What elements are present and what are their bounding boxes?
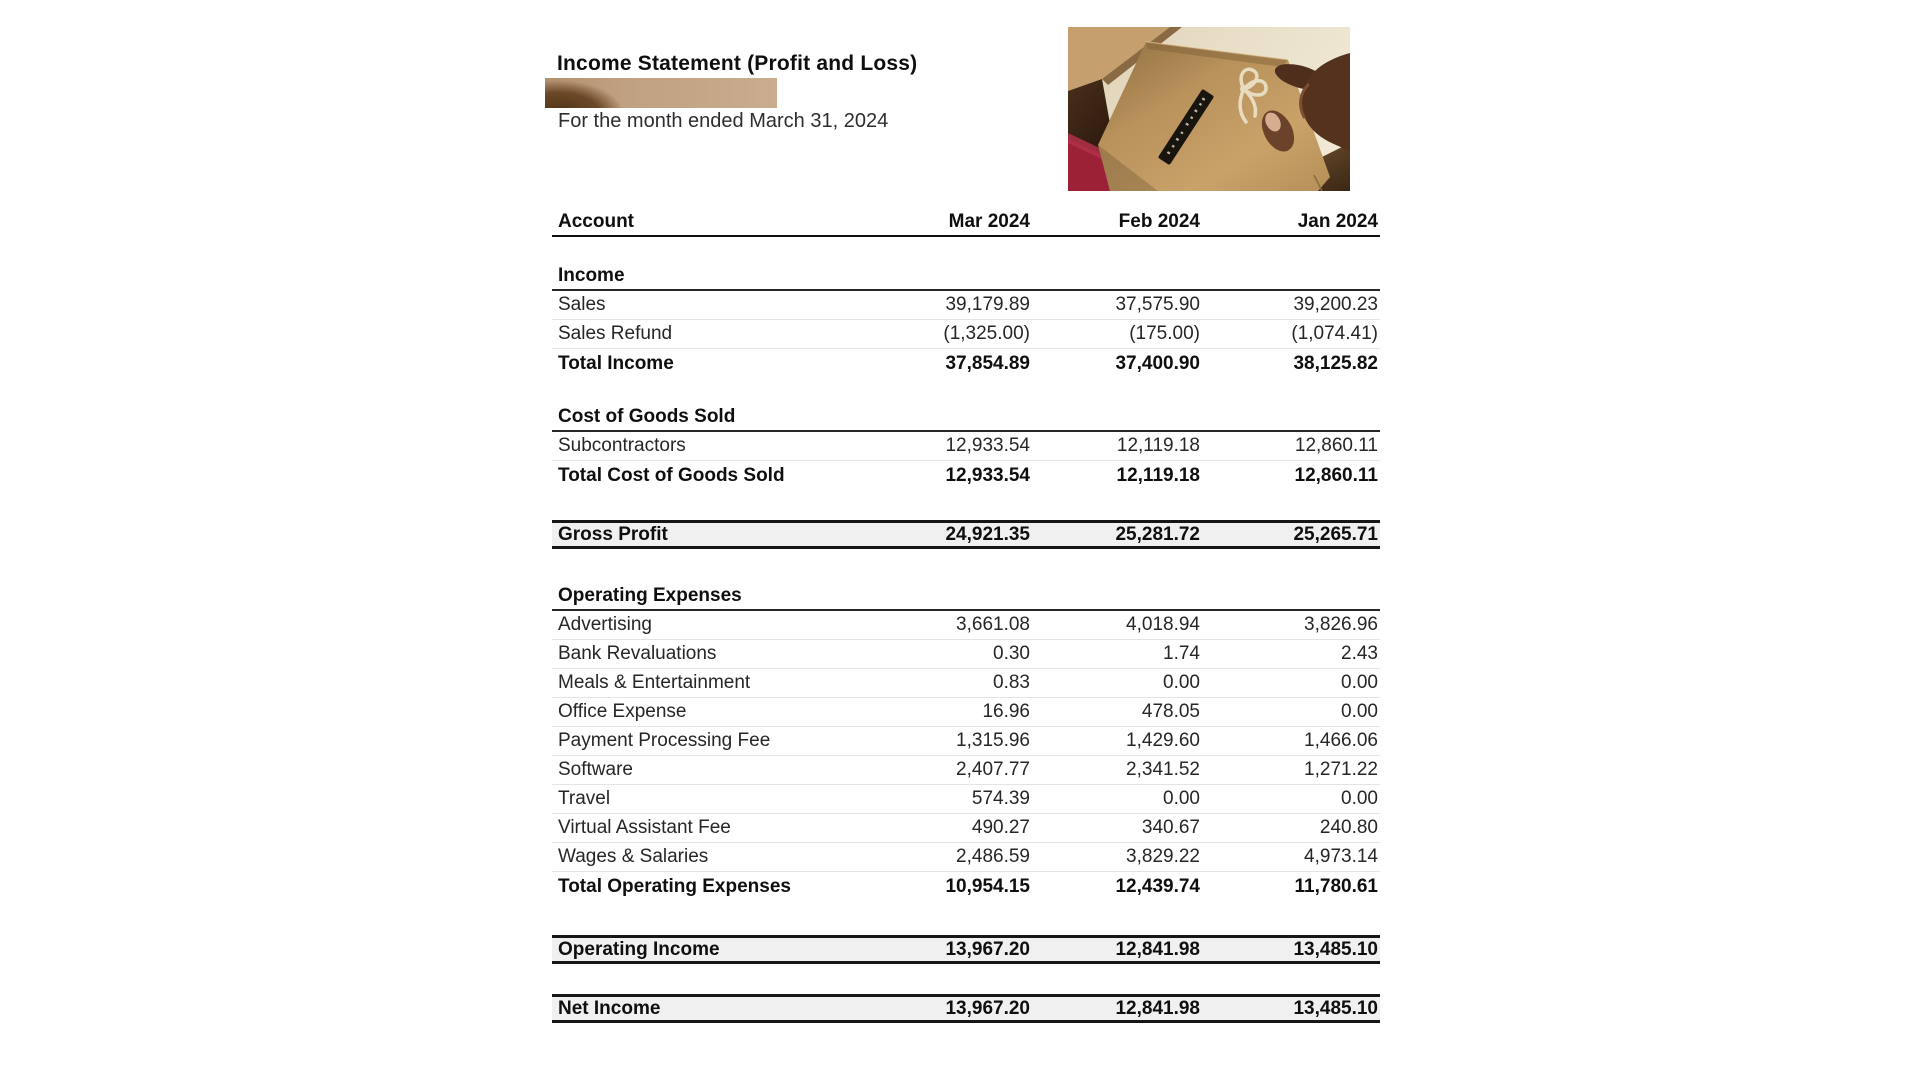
row-value: 24,921.35: [945, 523, 1030, 545]
row-value: 39,200.23: [1293, 294, 1378, 315]
data-row: [552, 785, 1380, 814]
row-value: 12,841.98: [1115, 938, 1200, 960]
total-row: [552, 349, 1380, 378]
section-row: [552, 583, 1380, 611]
row-label: Net Income: [558, 997, 661, 1019]
row-value: (1,325.00): [943, 323, 1030, 344]
row-value: 13,485.10: [1293, 938, 1378, 960]
row-value: 490.27: [971, 817, 1030, 838]
row-value: (1,074.41): [1291, 323, 1378, 344]
row-value: 12,439.74: [1115, 875, 1200, 897]
data-row: [552, 291, 1380, 320]
total-row: [552, 461, 1380, 490]
row-value: 12,860.11: [1294, 435, 1378, 456]
page-subtitle: For the month ended March 31, 2024: [558, 110, 889, 132]
row-value: 12,860.11: [1294, 464, 1378, 486]
row-value: 39,179.89: [945, 294, 1030, 315]
row-label: Sales: [558, 294, 606, 315]
data-row: [552, 814, 1380, 843]
row-label: Total Cost of Goods Sold: [558, 464, 785, 486]
row-label: Virtual Assistant Fee: [558, 817, 731, 838]
row-value: 2,407.77: [956, 759, 1030, 780]
data-row: [552, 669, 1380, 698]
row-value: 12,933.54: [945, 435, 1030, 456]
band-row: [552, 994, 1380, 1023]
column-header-mar-2024: Mar 2024: [948, 211, 1030, 232]
row-label: Software: [558, 759, 633, 780]
row-label: Wages & Salaries: [558, 846, 709, 867]
row-value: 1,466.06: [1304, 730, 1378, 751]
row-label: Payment Processing Fee: [558, 730, 771, 751]
row-value: 12,933.54: [945, 464, 1030, 486]
row-value: 0.00: [1163, 672, 1200, 693]
row-value: 12,841.98: [1115, 997, 1200, 1019]
row-label: Total Operating Expenses: [558, 875, 791, 897]
row-label: Cost of Goods Sold: [558, 406, 736, 427]
row-value: 574.39: [971, 788, 1030, 809]
row-label: Operating Expenses: [558, 585, 742, 606]
row-value: 11,780.61: [1294, 875, 1378, 897]
row-value: 2,486.59: [956, 846, 1030, 867]
row-label: Operating Income: [558, 938, 720, 960]
data-row: [552, 640, 1380, 669]
row-value: 240.80: [1319, 817, 1378, 838]
row-value: 0.00: [1341, 701, 1378, 722]
row-label: Sales Refund: [558, 323, 673, 344]
row-value: 13,485.10: [1293, 997, 1378, 1019]
income-table: [552, 211, 1380, 1023]
title-strip-image: [545, 78, 777, 108]
data-row: [552, 698, 1380, 727]
row-value: 0.00: [1163, 788, 1200, 809]
table-body: [552, 237, 1380, 1023]
row-value: 0.83: [993, 672, 1030, 693]
row-value: 12,119.18: [1116, 435, 1200, 456]
row-value: 12,119.18: [1116, 464, 1200, 486]
row-value: 3,661.08: [956, 614, 1030, 635]
spacer-row: [552, 964, 1380, 994]
row-value: 1,315.96: [956, 730, 1030, 751]
column-header-jan-2024: Jan 2024: [1297, 211, 1378, 232]
band-row: [552, 520, 1380, 549]
row-value: 3,829.22: [1126, 846, 1200, 867]
page-title: Income Statement (Profit and Loss): [557, 52, 918, 75]
row-value: 37,400.90: [1115, 352, 1200, 374]
column-header-feb-2024: Feb 2024: [1118, 211, 1200, 232]
row-value: 13,967.20: [945, 938, 1030, 960]
row-label: Travel: [558, 788, 611, 809]
row-value: 13,967.20: [945, 997, 1030, 1019]
data-row: [552, 611, 1380, 640]
row-value: 3,826.96: [1304, 614, 1378, 635]
row-value: 37,575.90: [1115, 294, 1200, 315]
spacer-row: [552, 490, 1380, 520]
row-value: (175.00): [1129, 323, 1200, 344]
row-value: 478.05: [1141, 701, 1200, 722]
row-value: 25,265.71: [1293, 523, 1378, 545]
row-value: 2.43: [1341, 643, 1378, 664]
spacer-row: [552, 378, 1380, 404]
row-label: Advertising: [558, 614, 652, 635]
row-value: 4,018.94: [1126, 614, 1200, 635]
section-row: [552, 263, 1380, 291]
row-value: 340.67: [1141, 817, 1200, 838]
total-row: [552, 872, 1380, 901]
row-label: Subcontractors: [558, 435, 686, 456]
table-header-row: [552, 211, 1380, 237]
spacer-row: [552, 237, 1380, 263]
data-row: [552, 320, 1380, 349]
band-row: [552, 935, 1380, 964]
row-value: 0.00: [1341, 788, 1378, 809]
row-value: 1,271.22: [1304, 759, 1378, 780]
data-row: [552, 756, 1380, 785]
row-value: 0.30: [993, 643, 1030, 664]
data-row: [552, 843, 1380, 872]
row-label: Total Income: [558, 352, 674, 374]
row-value: 16.96: [982, 701, 1030, 722]
row-value: 10,954.15: [945, 875, 1030, 897]
row-label: Meals & Entertainment: [558, 672, 751, 693]
row-value: 37,854.89: [945, 352, 1030, 374]
column-header-account: Account: [558, 211, 634, 232]
section-row: [552, 404, 1380, 432]
row-value: 4,973.14: [1304, 846, 1378, 867]
spacer-row: [552, 901, 1380, 935]
row-value: 1,429.60: [1126, 730, 1200, 751]
document-photo: [1068, 27, 1350, 191]
row-label: Gross Profit: [558, 523, 668, 545]
row-label: Income: [558, 265, 625, 286]
data-row: [552, 727, 1380, 756]
row-value: 2,341.52: [1126, 759, 1200, 780]
row-value: 38,125.82: [1293, 352, 1378, 374]
kraft-folder-photo: [1068, 27, 1350, 191]
row-label: Office Expense: [558, 701, 687, 722]
row-label: Bank Revaluations: [558, 643, 717, 664]
spacer-row: [552, 549, 1380, 583]
data-row: [552, 432, 1380, 461]
row-value: 1.74: [1163, 643, 1200, 664]
row-value: 25,281.72: [1115, 523, 1200, 545]
row-value: 0.00: [1341, 672, 1378, 693]
